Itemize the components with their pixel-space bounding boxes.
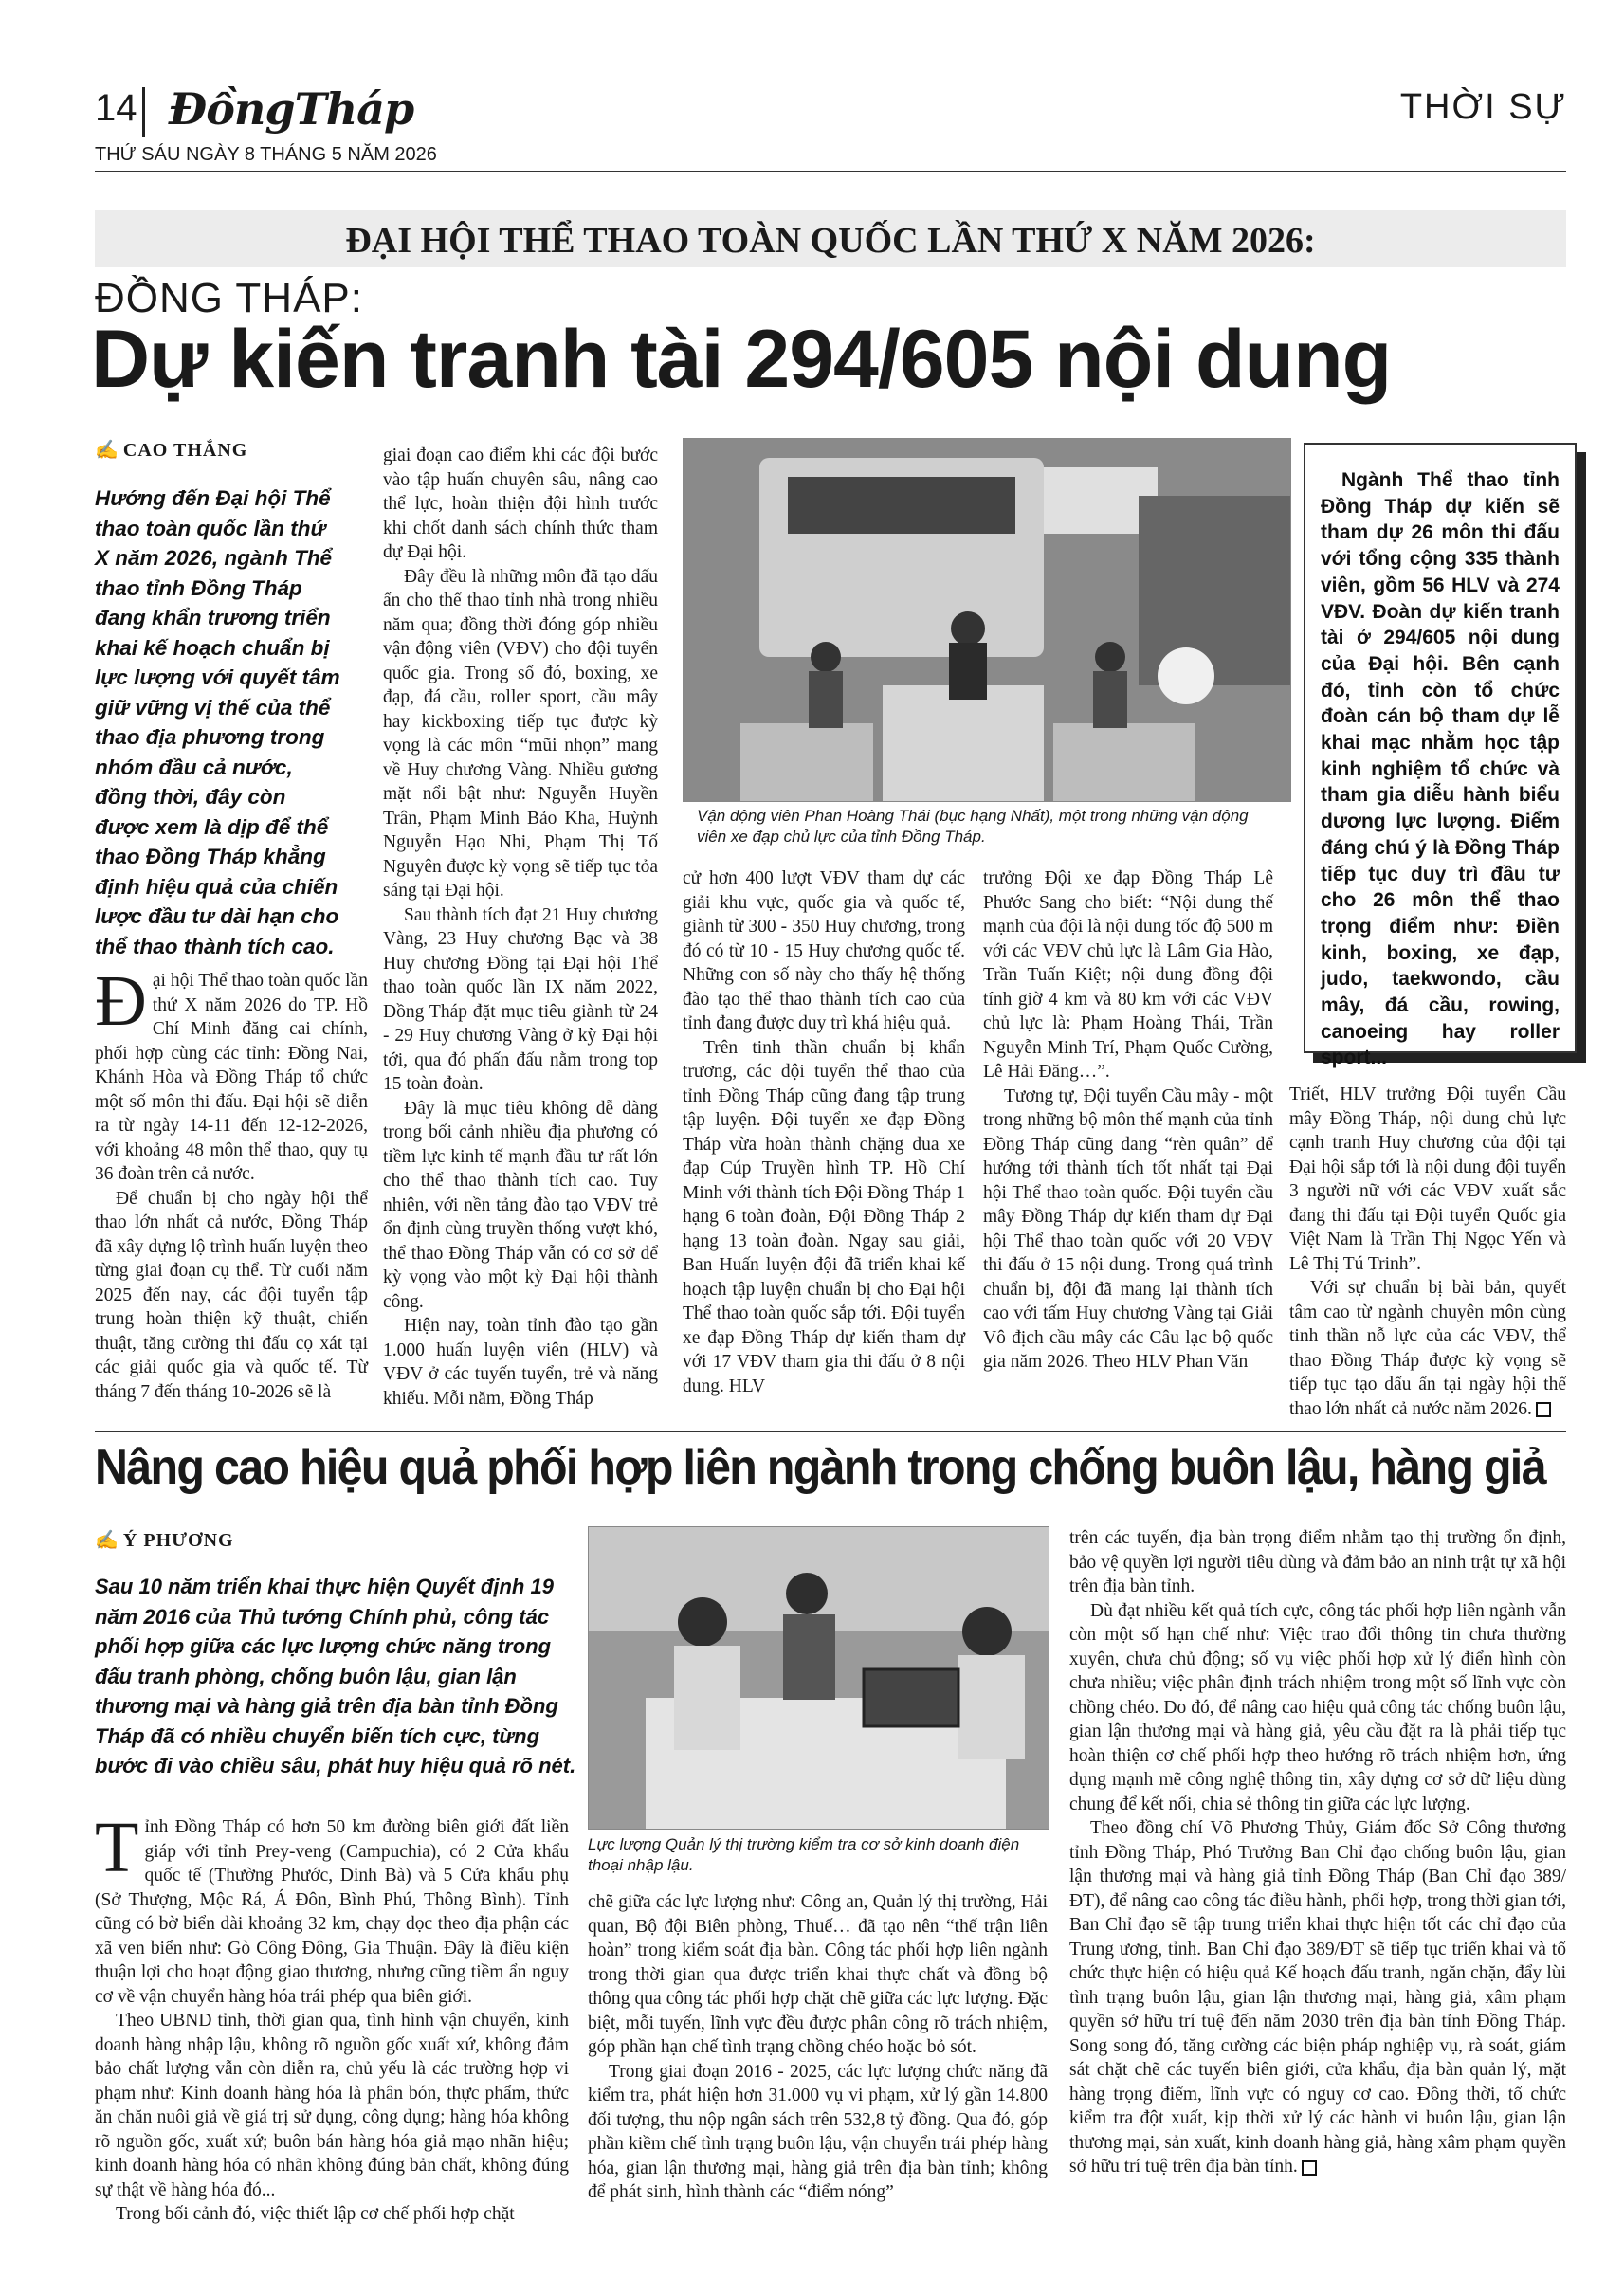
drop-cap: Đ — [95, 961, 147, 1041]
article2-byline: Ý PHƯƠNG — [122, 1530, 234, 1551]
article1-col5 — [1289, 1083, 1566, 1421]
article1-lead: Hướng đến Đại hội Thể thao toàn quốc lần thứ X năm 2026, ngành Thể thao tỉnh Đồng Tháp đang khẩn trương triển khai kế hoạch chuẩn bị lực lượng với quyết tâm giữ vững vị thế của thể thao địa phương trong nhóm đầu cả nước, đồng thời, đây còn được xem là dịp để thể thao Đồng Tháp khẳng định hiệu quả của chiến lược đầu tư dài hạn cho thể thao thành tích cao. — [95, 486, 340, 958]
paragraph: Theo UBND tỉnh, thời gian qua, tình hình vận chuyển, kinh doanh hàng nhập lậu, không rõ nguồn gốc xuất xứ, không đảm bảo chất lượng vẫn còn diễn ra, chủ yếu là các trường hợp vi phạm như: Kinh doanh hàng hóa là phân bón, thực phẩm, thức ăn chăn nuôi giả về giá trị sử dụng, công dụng; hàng hóa không rõ nguồn gốc, xuất xứ; buôn bán hàng hóa giả mạo nhãn hiệu; kinh doanh hàng hóa có nhãn không đúng bản chất, không đúng sự thật về hàng hóa đó... — [95, 2011, 569, 2200]
paragraph: Theo đồng chí Võ Phương Thủy, Giám đốc Sở Công thương tỉnh Đồng Tháp, Phó Trưởng Ban Chỉ đạo chống buôn lậu, gian lận thương mại và hàng giả tỉnh Đồng Tháp (Ban Chỉ đạo 389/ĐT), để nâng cao công tác điều hành, phối hợp, trong thời gian tới, Ban Chỉ đạo sẽ tập trung triển khai thực hiện tốt các chỉ đạo của Trung ương, tỉnh. Ban Chỉ đạo 389/ĐT sẽ tiếp tục triển khai và tổ chức thực hiện có hiệu quả Kế hoạch đấu tranh, ngăn chặn, đẩy lùi tình trạng buôn lậu, gian lận thương mại, hàng giả, xâm phạm quyền sở hữu trí tuệ đến năm 2030 trên địa bàn tỉnh Đồng Tháp. Song song đó, tăng cường các biện pháp nghiệp vụ, rà soát, giám sát chặt chẽ các tuyến biên giới, cửa khẩu, địa bàn quản lý, mặt hàng trọng điểm, lĩnh vực có nguy cơ cao. Đồng thời, tổ chức kiểm tra đột xuất, kịp thời xử lý các hành vi buôn lậu, gian lận thương mại, sản xuất, kinh doanh hàng giả, hàng xâm phạm quyền sở hữu trí tuệ trên địa bàn tỉnh. — [1069, 1818, 1566, 2177]
paragraph: Đây đều là những môn đã tạo dấu ấn cho thể thao tỉnh nhà trong nhiều năm qua; đồng thời đóng góp nhiều vận động viên (VĐV) cho đội tuyển quốc gia. Trong số đó, boxing, xe đạp, đá cầu, roller sport, cầu mây hay kickboxing tiếp tục được kỳ vọng là các môn “mũi nhọn” mang về Huy chương Vàng. Nhiều gương mặt nổi bật như: Nguyễn Huyền Trân, Phạm Minh Bảo Kha, Huỳnh Nguyễn Hạo Nhi, Phạm Thị Tố Nguyên được kỳ vọng sẽ tiếp tục tỏa sáng tại Đại hội. — [383, 566, 658, 901]
article2-lead: Sau 10 năm triển khai thực hiện Quyết định 19 năm 2016 của Thủ tướng Chính phủ, công tác phối hợp giữa các lực lượng chức năng trong đấu tranh phòng, chống buôn lậu, gian lận thương mại và hàng giả trên địa bàn tỉnh Đồng Tháp đã có nhiều chuyển biến tích cực, từng bước đi vào chiều sâu, phát huy hiệu quả rõ nét. — [95, 1575, 576, 1777]
paragraph: Trên tinh thần chuẩn bị khẩn trương, các đội tuyển thể thao của tỉnh Đồng Tháp cũng đang tập trung tập luyện. Đội tuyển xe đạp Đồng Tháp vừa hoàn thành chặng đua xe đạp Cúp Truyền hình TP. Hồ Chí Minh với thành tích Đội Đồng Tháp 1 hạng 6 toàn đoàn, Đội Đồng Tháp 2 hạng 13 toàn đoàn. Ngay sau giải, Ban Huấn luyện đội đã triển khai kế hoạch tập luyện chuẩn bị cho Đại hội Thể thao toàn quốc sắp tới. Đội tuyển xe đạp Đồng Tháp dự kiến tham dự với 17 VĐV tham gia thi đấu ở 8 nội dung. HLV — [683, 1037, 965, 1396]
article2-col2 — [588, 1890, 1048, 2205]
end-mark-icon — [1302, 2160, 1317, 2176]
paragraph: Sau thành tích đạt 21 Huy chương Vàng, 23 Huy chương Bạc và 38 Huy chương Đồng tại Đại hội Thể thao toàn quốc lần IX năm 2022, Đồng Tháp đặt mục tiêu giành từ 24 - 29 Huy chương Vàng ở kỳ Đại hội tới, qua đó phấn đấu nằm trong top 15 toàn đoàn. — [383, 904, 658, 1094]
paragraph: Với sự chuẩn bị bài bản, quyết tâm cao từ ngành chuyên môn cùng tinh thần nỗ lực của các VĐV, thể thao Đồng Tháp được kỳ vọng sẽ tiếp tục tạo dấu ấn tại ngày hội thể thao lớn nhất cả nước năm 2026. — [1289, 1278, 1566, 1419]
paragraph: cử hơn 400 lượt VĐV tham dự các giải khu vực, quốc gia và quốc tế, giành từ 300 - 350 Huy chương, trong đó có từ 10 - 15 Huy chương quốc tế. Những con số này cho thấy hệ thống đào tạo thể thao thành tích cao của tỉnh đang được duy trì khá hiệu quả. — [683, 868, 965, 1033]
paragraph: Hiện nay, toàn tỉnh đào tạo gần 1.000 huấn luyện viên (HLV) và VĐV ở các tuyến tuyển, trẻ và năng khiếu. Mỗi năm, Đồng Tháp — [383, 1316, 658, 1409]
article1-byline: CAO THẮNG — [122, 440, 248, 461]
paragraph: Triết, HLV trưởng Đội tuyển Cầu mây Đồng Tháp, nội dung chủ lực cạnh tranh Huy chương của đội tại Đại hội sắp tới là nội dung đội tuyển 3 người nữ với các VĐV xuất sắc đang thi đấu tại Đội tuyển Quốc gia Việt Nam là Trần Thị Ngọc Yến và Lê Thị Tú Trinh”. — [1289, 1084, 1566, 1274]
article1-byline-block — [95, 438, 341, 462]
paragraph: giai đoạn cao điểm khi các đội bước vào tập huấn chuyên sâu, nâng cao thể lực, hoàn thiện đội hình trước khi chốt danh sách chính thức tham dự Đại hội. — [383, 446, 658, 562]
article1-headline: Dự kiến tranh tài 294/605 nội dung — [91, 314, 1392, 405]
pen-icon: ✍ — [95, 440, 119, 461]
end-mark-icon — [1536, 1402, 1551, 1417]
paragraph: Trong bối cảnh đó, việc thiết lập cơ chế phối hợp chặt — [116, 2204, 515, 2224]
article-separator — [95, 1431, 1566, 1432]
paragraph: Dù đạt nhiều kết quả tích cực, công tác phối hợp liên ngành vẫn còn một số hạn chế như: Việc trao đổi thông tin chưa thường xuyên, chưa chủ động; số vụ việc phối hợp xử lý điển hình còn chưa nhiều; việc phân định trách nhiệm trong một số lĩnh vực còn chồng chéo. Do đó, để nâng cao hiệu quả công tác chống buôn lậu, gian lận thương mại và hàng giả, yêu cầu đặt ra là phải tiếp tục hoàn thiện cơ chế phối hợp theo hướng rõ trách nhiệm hơn, ứng dụng mạnh mẽ công nghệ thông tin, xây dựng cơ sở dữ liệu dùng chung để kết nối, chia sẻ thông tin giữa các lực lượng. — [1069, 1600, 1566, 1814]
article1-subkicker: ĐỒNG THÁP: — [95, 275, 364, 321]
article1-kicker: ĐẠI HỘI THỂ THAO TOÀN QUỐC LẦN THỨ X NĂM 2026: — [345, 221, 1316, 261]
inspection-photo-illustration — [589, 1527, 1049, 1829]
divider — [142, 87, 145, 137]
paragraph: Tương tự, Đội tuyển Cầu mây - một trong những bộ môn thế mạnh của tỉnh Đồng Tháp cũng đang “rèn quân” để hướng tới thành tích tốt nhất tại Đại hội Thể thao toàn quốc. Đội tuyển cầu mây Đồng Tháp dự kiến tham dự Đại hội Thể thao toàn quốc với 20 VĐV thi đấu ở 15 nội dung. Trong quá trình chuẩn bị, đội đã mang lại thành tích cao với tấm Huy chương Vàng tại Giải Vô địch cầu mây các Câu lạc bộ quốc gia năm 2026. Theo HLV Phan Văn — [983, 1085, 1273, 1372]
paragraph: ỉnh Đồng Tháp có hơn 50 km đường biên giới đất liền giáp với tỉnh Prey-veng (Campuchia), có 2 Cửa khẩu quốc tế (Thường Phước, Dinh Bà) và 5 Cửa khẩu phụ (Sở Thượng, Mộc Rá, Á Đôn, Bình Phú, Thông Bình). Tỉnh cũng có bờ biển dài khoảng 32 km, chạy dọc theo địa phận các xã ven biển như: Gò Công Đông, Gia Thuận. Đây là điều kiện thuận lợi cho hoạt động giao thương, nhưng cũng tiềm ẩn nguy cơ về vận chuyển hàng hóa trái phép qua biên giới. — [95, 1817, 569, 2007]
pen-icon: ✍ — [95, 1530, 119, 1551]
article2-byline-block — [95, 1528, 379, 1552]
article1-sidebar-box — [1304, 443, 1577, 1069]
page-number: 14 — [95, 87, 137, 129]
article1-photo — [683, 438, 1291, 802]
article2-col3 — [1069, 1526, 1566, 2179]
article2-photo-caption: Lực lượng Quản lý thị trường kiểm tra cơ sở kinh doanh điện thoại nhập lậu. — [588, 1835, 1020, 1874]
paragraph: chẽ giữa các lực lượng như: Công an, Quản lý thị trường, Hải quan, Bộ đội Biên phòng, Thuế… đã tạo nên “thế trận liên hoàn” trong kiểm soát địa bàn. Công tác phối hợp liên ngành trong thời gian qua được triển khai thực chất và đồng bộ thông qua công tác phối hợp chặt chẽ giữa các lực lượng. Đặc biệt, mỗi tuyến, lĩnh vực đều được phân công rõ trách nhiệm, góp phần hạn chế tình trạng chồng chéo hoặc bỏ sót. — [588, 1892, 1048, 2057]
article1-col3 — [683, 866, 965, 1398]
paragraph: ại hội Thể thao toàn quốc lần thứ X năm 2026 do TP. Hồ Chí Minh đăng cai chính, phối hợp cùng các tỉnh: Đồng Nai, Khánh Hòa và Đồng Tháp tổ chức một số môn thi đấu. Đại hội sẽ diễn ra từ ngày 14-11 đến 12-12-2026, với khoảng 48 môn thể thao, quy tụ 36 đoàn trên cả nước. — [95, 971, 368, 1184]
article1-col1 — [95, 961, 368, 1404]
article2-headline: Nâng cao hiệu quả phối hợp liên ngành trong chống buôn lậu, hàng giả — [95, 1440, 1545, 1495]
paragraph: Đây là mục tiêu không dễ dàng trong bối cảnh nhiều địa phương có tiềm lực kinh tế mạnh đầu tư rất lớn cho thể thao thành tích cao. Tuy nhiên, với nền tảng đào tạo VĐV trẻ ổn định cùng truyền thống vượt khó, thể thao Đồng Tháp vẫn có cơ sở để kỳ vọng vào một kỳ Đại hội thành công. — [383, 1098, 658, 1312]
article2-photo — [588, 1526, 1049, 1830]
section-title: THỜI SỰ — [1399, 87, 1567, 127]
article1-photo-caption: Vận động viên Phan Hoàng Thái (bục hạng Nhất), một trong những vận động viên xe đạp chủ lực của tỉnh Đồng Tháp. — [697, 807, 1249, 846]
header-rule — [95, 171, 1566, 172]
sidebar-text: Ngành Thể thao tỉnh Đồng Tháp dự kiến sẽ tham dự 26 môn thi đấu với tổng cộng 335 thành viên, gồm 56 HLV và 274 VĐV. Đoàn dự kiến tranh tài ở 294/605 nội dung của Đại hội. Bên cạnh đó, tỉnh còn tổ chức đoàn cán bộ tham dự lễ khai mạc nhằm học tập kinh nghiệm tổ chức và tham gia diễu hành biểu dương lực lượng. Điểm đáng chú ý là Đồng Tháp tiếp tục duy trì đầu tư cho 26 môn thể thao trọng điểm như: Điền kinh, boxing, xe đạp, judo, taekwondo, cầu mây, đá cầu, rowing, canoeing hay roller sport... — [1321, 469, 1560, 1069]
article1-col4 — [983, 866, 1273, 1375]
drop-cap: T — [95, 1808, 139, 1887]
dateline: THỨ SÁU NGÀY 8 THÁNG 5 NĂM 2026 — [95, 144, 437, 165]
article1-col2 — [383, 444, 658, 1411]
article2-col1 — [95, 1808, 569, 2227]
newspaper-logo: ĐồngTháp — [169, 83, 414, 135]
paragraph: Trong giai đoạn 2016 - 2025, các lực lượng chức năng đã kiểm tra, phát hiện hơn 31.000 vụ vi phạm, xử lý gần 14.800 đối tượng, thu nộp ngân sách trên 532,8 tỷ đồng. Qua đó, góp phần kiềm chế tình trạng buôn lậu, vận chuyển trái phép hàng hóa, gian lận thương mại, hàng giả trên địa bàn tỉnh; không để phát sinh, hình thành các “điểm nóng” — [588, 2061, 1048, 2202]
podium-photo-illustration — [684, 439, 1290, 801]
paragraph: trên các tuyến, địa bàn trọng điểm nhằm tạo thị trường ổn định, bảo vệ quyền lợi người tiêu dùng và đảm bảo an ninh trật tự xã hội trên địa bàn tỉnh. — [1069, 1528, 1566, 1596]
paragraph: trưởng Đội xe đạp Đồng Tháp Lê Phước Sang cho biết: “Nội dung thế mạnh của đội là nội dung tốc độ 500 m với các VĐV chủ lực là Lâm Gia Hào, Trần Tuấn Kiệt; nội dung đồng đội tính giờ 4 km và 80 km với các VĐV chủ lực là: Phạm Hoàng Thái, Trần Nguyễn Minh Trí, Phạm Quốc Cường, Lê Hải Đăng…”. — [983, 868, 1273, 1082]
paragraph: Để chuẩn bị cho ngày hội thể thao lớn nhất cả nước, Đồng Tháp đã xây dựng lộ trình huấn luyện theo từng giai đoạn cụ thể. Từ cuối năm 2025 đến nay, các đội tuyển tập trung hoàn thiện kỹ thuật, chiến thuật, tăng cường thi đấu cọ xát tại các giải quốc gia và quốc tế. Từ tháng 7 đến tháng 10-2026 sẽ là — [95, 1188, 368, 1402]
